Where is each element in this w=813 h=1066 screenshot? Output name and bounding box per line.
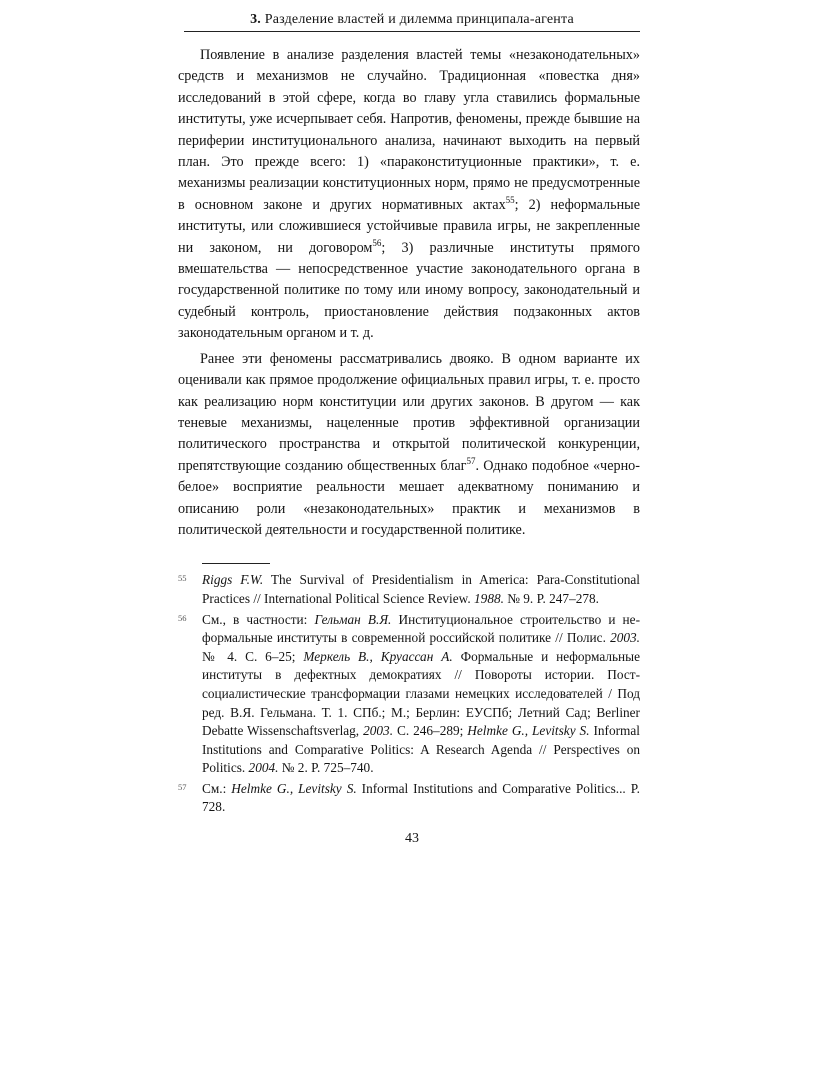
- footnote-number: 56: [178, 612, 187, 623]
- footnote-55: [178, 571, 640, 608]
- book-page: [178, 12, 640, 847]
- footnote-italic-text: Helmke G., Levitsky S.: [231, 780, 357, 796]
- footnote-ref-56: 56: [372, 237, 382, 248]
- footnote-italic-text: Helmke G., Levitsky S.: [467, 723, 590, 739]
- footnote-italic-text: Riggs F.W.: [202, 572, 264, 588]
- footnote-text: См., в частности:: [202, 611, 315, 627]
- running-header: [184, 12, 640, 32]
- footnote-ref-55: 55: [505, 194, 515, 205]
- footnote-text: The Survival of Presidentialism in America: Para-Constitutional Practices // International Political Science Review.: [202, 572, 640, 606]
- chapter-title: Разделение властей и дилемма принципала-агента: [264, 12, 574, 27]
- footnote-text: Институциональное строительство и неформальные институты в современной российской политике // Полис.: [202, 611, 640, 646]
- footnote-text: Формальные и неформальные институты в дефектных демократиях // Повороты истории. Постсоциалистические трансформации глазами немецких исследователей / Под ред. В.Я. Гельмана. Т. 1. СПб.; М.; Берлин: ЕУСПб; Летний Сад; Berliner Debatte Wissenschaftsverlag,: [202, 648, 640, 739]
- footnote-56: [178, 611, 640, 778]
- paragraph-1-part-b: ; 2) неформальные институты, или сложившиеся устойчивые правила игры, не закрепленные ни законом, ни договором: [178, 196, 641, 256]
- footnote-italic-text: Меркель В., Круассан А.: [303, 648, 453, 664]
- footnote-text: № 2. P. 725–740.: [278, 760, 374, 776]
- chapter-number: 3.: [250, 12, 262, 27]
- paragraph-1-part-c: ; 3) различные институты прямого вмешательства — непосредственное участие законодательного органа в государственной политике по тому или иному вопросу, законодательный и судебный контроль, приостановление действия подзаконных актов законодательным органом и т. д.: [178, 239, 640, 342]
- footnote-text: Informal Institutions and Comparative Politics... P. 728.: [202, 780, 640, 815]
- footnote-text: Informal Institutions and Comparative Politics: A Research Agenda // Perspectives on Politics.: [202, 723, 640, 776]
- footnote-ref-57: 57: [466, 455, 476, 466]
- footnote-text: № 4. С. 6–25;: [202, 648, 304, 664]
- body-text: [178, 45, 640, 541]
- footnote-number: 57: [178, 781, 187, 792]
- footnote-number: 55: [178, 573, 187, 584]
- footnote-separator: [202, 563, 270, 564]
- paragraph-2: [178, 349, 640, 542]
- footnote-text: См.:: [202, 780, 232, 796]
- paragraph-1-part-a: Появление в анализе разделения властей темы «незаконодательных» средств и механизмов не случайно. Традиционная «повестка дня» исследований в этой сфере, когда во главу угла ставились формальные институты, уже исчерпывает себя. Напротив, феномены, прежде бывшие на периферии институционального анализа, начинают выходить на первый план. Это прежде всего: 1) «параконституционные практики», т. е. механизмы реализации конституционных норм, прямо не предусмотренные в основном законе и других нормативных актах: [178, 47, 640, 213]
- footnote-italic-text: 2003.: [610, 630, 640, 646]
- footnote-text: № 9. P. 247–278.: [503, 590, 600, 606]
- paragraph-2-part-b: . Однако подобное «черно-белое» восприятие реальности мешает адекватному пониманию и описанию роли «незаконодательных» практик и механизмов в политической деятельности и государственной политике.: [178, 457, 640, 538]
- footnotes: [178, 571, 640, 817]
- paragraph-2-part-a: Ранее эти феномены рассматривались двояко. В одном варианте их оценивали как прямое продолжение официальных правил игры, т. е. просто как реализацию норм конституции или других законов. В другом — как теневые механизмы, нацеленные против эффективной организации политического пространства и открытой политической конкуренции, препятствующие созданию общественных благ: [178, 350, 640, 474]
- page-number: 43: [405, 831, 419, 847]
- footnote-text: С. 246–289;: [393, 723, 468, 739]
- footnote-italic-text: 2003.: [363, 723, 394, 739]
- footnote-italic-text: 2004.: [248, 760, 279, 776]
- footnote-italic-text: Гельман В.Я.: [314, 611, 392, 627]
- footnote-57: [178, 780, 640, 817]
- footnote-italic-text: 1988.: [474, 590, 504, 606]
- paragraph-1: [178, 45, 640, 345]
